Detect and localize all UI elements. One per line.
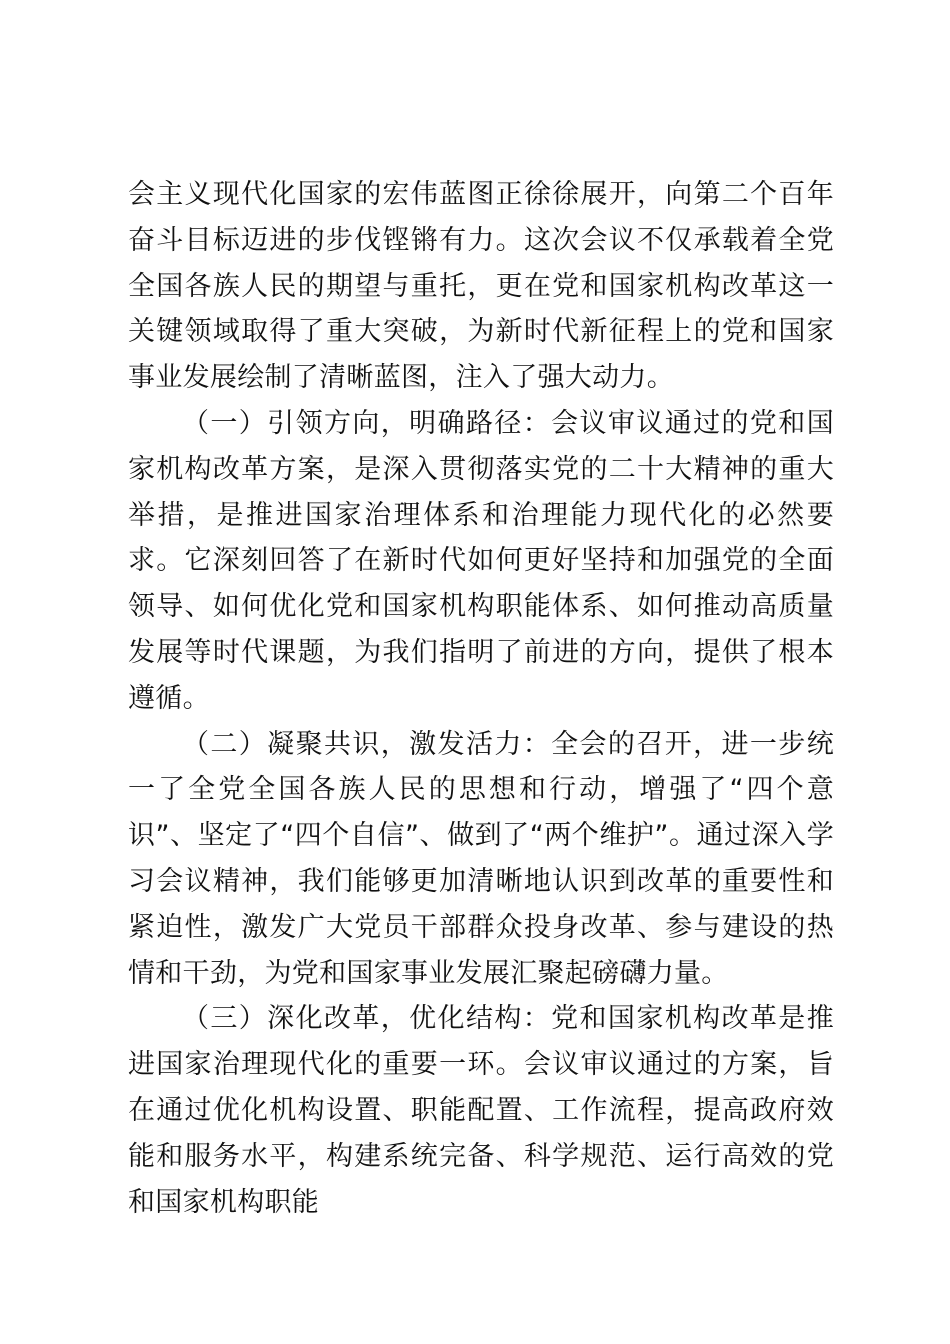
- document-body: [128, 172, 834, 1225]
- paragraph-section-3: （三）深化改革，优化结构：党和国家机构改革是推进国家治理现代化的重要一环。会议审议通过的方案，旨在通过优化机构设置、职能配置、工作流程，提高政府效能和服务水平，构建系统完备、科学规范、运行高效的党和国家机构职能: [128, 1003, 834, 1218]
- paragraph-continuation: 会主义现代化国家的宏伟蓝图正徐徐展开，向第二个百年奋斗目标迈进的步伐铿锵有力。这次会议不仅承载着全党全国各族人民的期望与重托，更在党和国家机构改革这一关键领域取得了重大突破，为新时代新征程上的党和国家事业发展绘制了清晰蓝图，注入了强大动力。: [128, 179, 834, 394]
- paragraph-section-1: （一）引领方向，明确路径：会议审议通过的党和国家机构改革方案，是深入贯彻落实党的二十大精神的重大举措，是推进国家治理体系和治理能力现代化的必然要求。它深刻回答了在新时代如何更好坚持和加强党的全面领导、如何优化党和国家机构职能体系、如何推动高质量发展等时代课题，为我们指明了前进的方向，提供了根本遵循。: [128, 407, 834, 714]
- paragraph-section-2: （二）凝聚共识，激发活力：全会的召开，进一步统一了全党全国各族人民的思想和行动，增强了“四个意识”、坚定了“四个自信”、做到了“两个维护”。通过深入学习会议精神，我们能够更加清晰地认识到改革的重要性和紧迫性，激发广大党员干部群众投身改革、参与建设的热情和干劲，为党和国家事业发展汇聚起磅礴力量。: [128, 728, 834, 989]
